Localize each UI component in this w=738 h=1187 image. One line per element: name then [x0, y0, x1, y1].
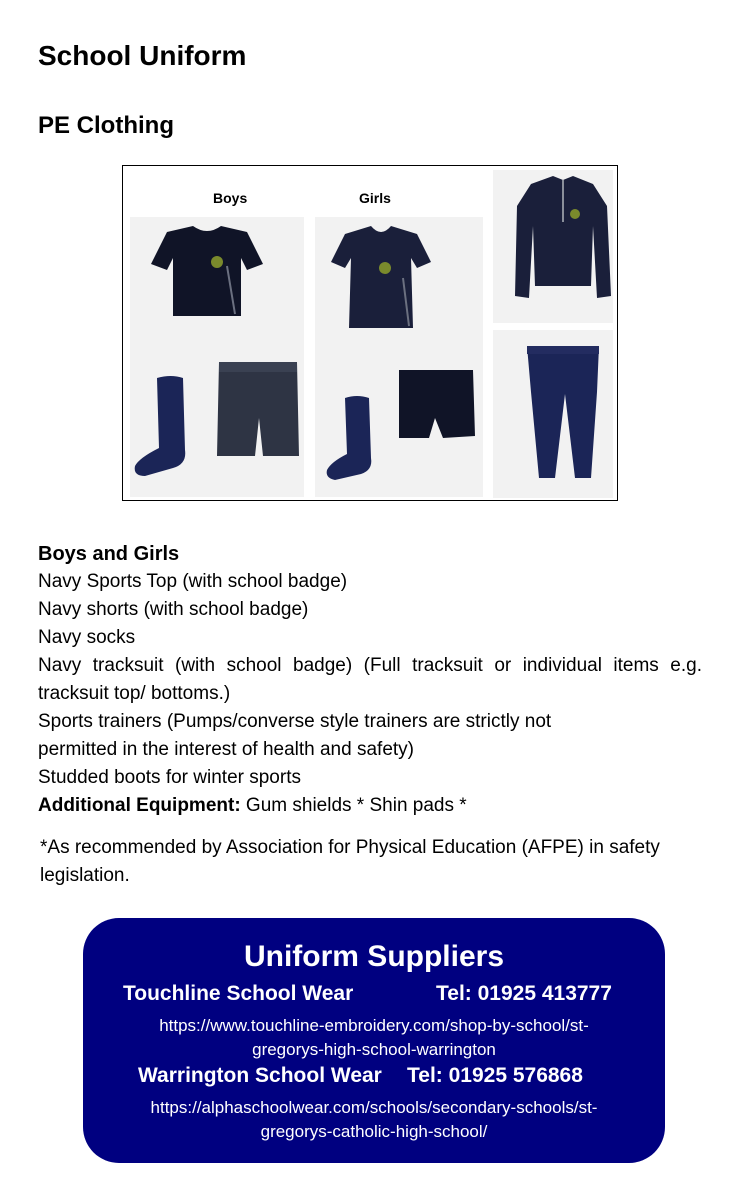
badge-icon — [379, 262, 391, 274]
boys-socks — [135, 376, 186, 476]
tracksuit-top — [515, 176, 611, 298]
clothing-illustrations — [123, 166, 619, 502]
additional-equipment — [38, 792, 702, 820]
uniform-suppliers-box — [83, 918, 665, 1163]
girls-shorts — [399, 370, 475, 438]
tracksuit-bottoms — [527, 346, 599, 478]
supplier-2-tel: Tel: 01925 576868 — [407, 1064, 583, 1087]
boys-label: Boys — [213, 190, 248, 206]
supplier-1-tel: Tel: 01925 413777 — [436, 982, 612, 1005]
list-item: Studded boots for winter sports — [38, 767, 301, 788]
supplier-1-name: Touchline School Wear — [123, 982, 354, 1005]
supplier-1-url-line1[interactable]: https://www.touchline-embroidery.com/shop-by-school/st- — [159, 1016, 589, 1035]
afpe-note: *As recommended by Association for Physical Education (AFPE) in safety legislation. — [40, 837, 660, 886]
list-item: Navy shorts (with school badge) — [38, 599, 309, 620]
requirements-list — [38, 540, 702, 820]
suppliers-title: Uniform Suppliers — [243, 940, 505, 973]
girls-label: Girls — [359, 190, 391, 206]
list-item: Navy socks — [38, 627, 136, 648]
section-title: PE Clothing — [38, 112, 174, 139]
boys-shorts — [217, 362, 299, 456]
supplier-2-name: Warrington School Wear — [138, 1064, 382, 1087]
supplier-1-url-line2[interactable]: gregorys-high-school-warrington — [252, 1040, 496, 1059]
requirements-heading: Boys and Girls — [38, 543, 180, 565]
list-item: permitted in the interest of health and safety) — [38, 739, 414, 760]
girls-sports-top — [331, 226, 431, 328]
badge-icon — [211, 256, 223, 268]
supplier-2-url-line2[interactable]: gregorys-catholic-high-school/ — [260, 1122, 488, 1141]
badge-icon — [570, 209, 580, 219]
additional-equipment-label: Additional Equipment: — [38, 795, 241, 816]
additional-equipment-value: Gum shields * Shin pads * — [240, 795, 467, 816]
girls-socks — [327, 396, 372, 480]
list-item: Sports trainers (Pumps/converse style trainers are strictly not — [38, 711, 552, 732]
supplier-2-url-line1[interactable]: https://alphaschoolwear.com/schools/secondary-schools/st- — [150, 1098, 598, 1117]
page-title: School Uniform — [38, 40, 247, 71]
list-item: Navy tracksuit (with school badge) (Full tracksuit or individual items e.g. tracksuit top/ bottoms.) — [38, 655, 702, 704]
pe-clothing-image — [122, 165, 618, 501]
list-item: Navy Sports Top (with school badge) — [38, 571, 348, 592]
boys-sports-top — [151, 226, 263, 316]
